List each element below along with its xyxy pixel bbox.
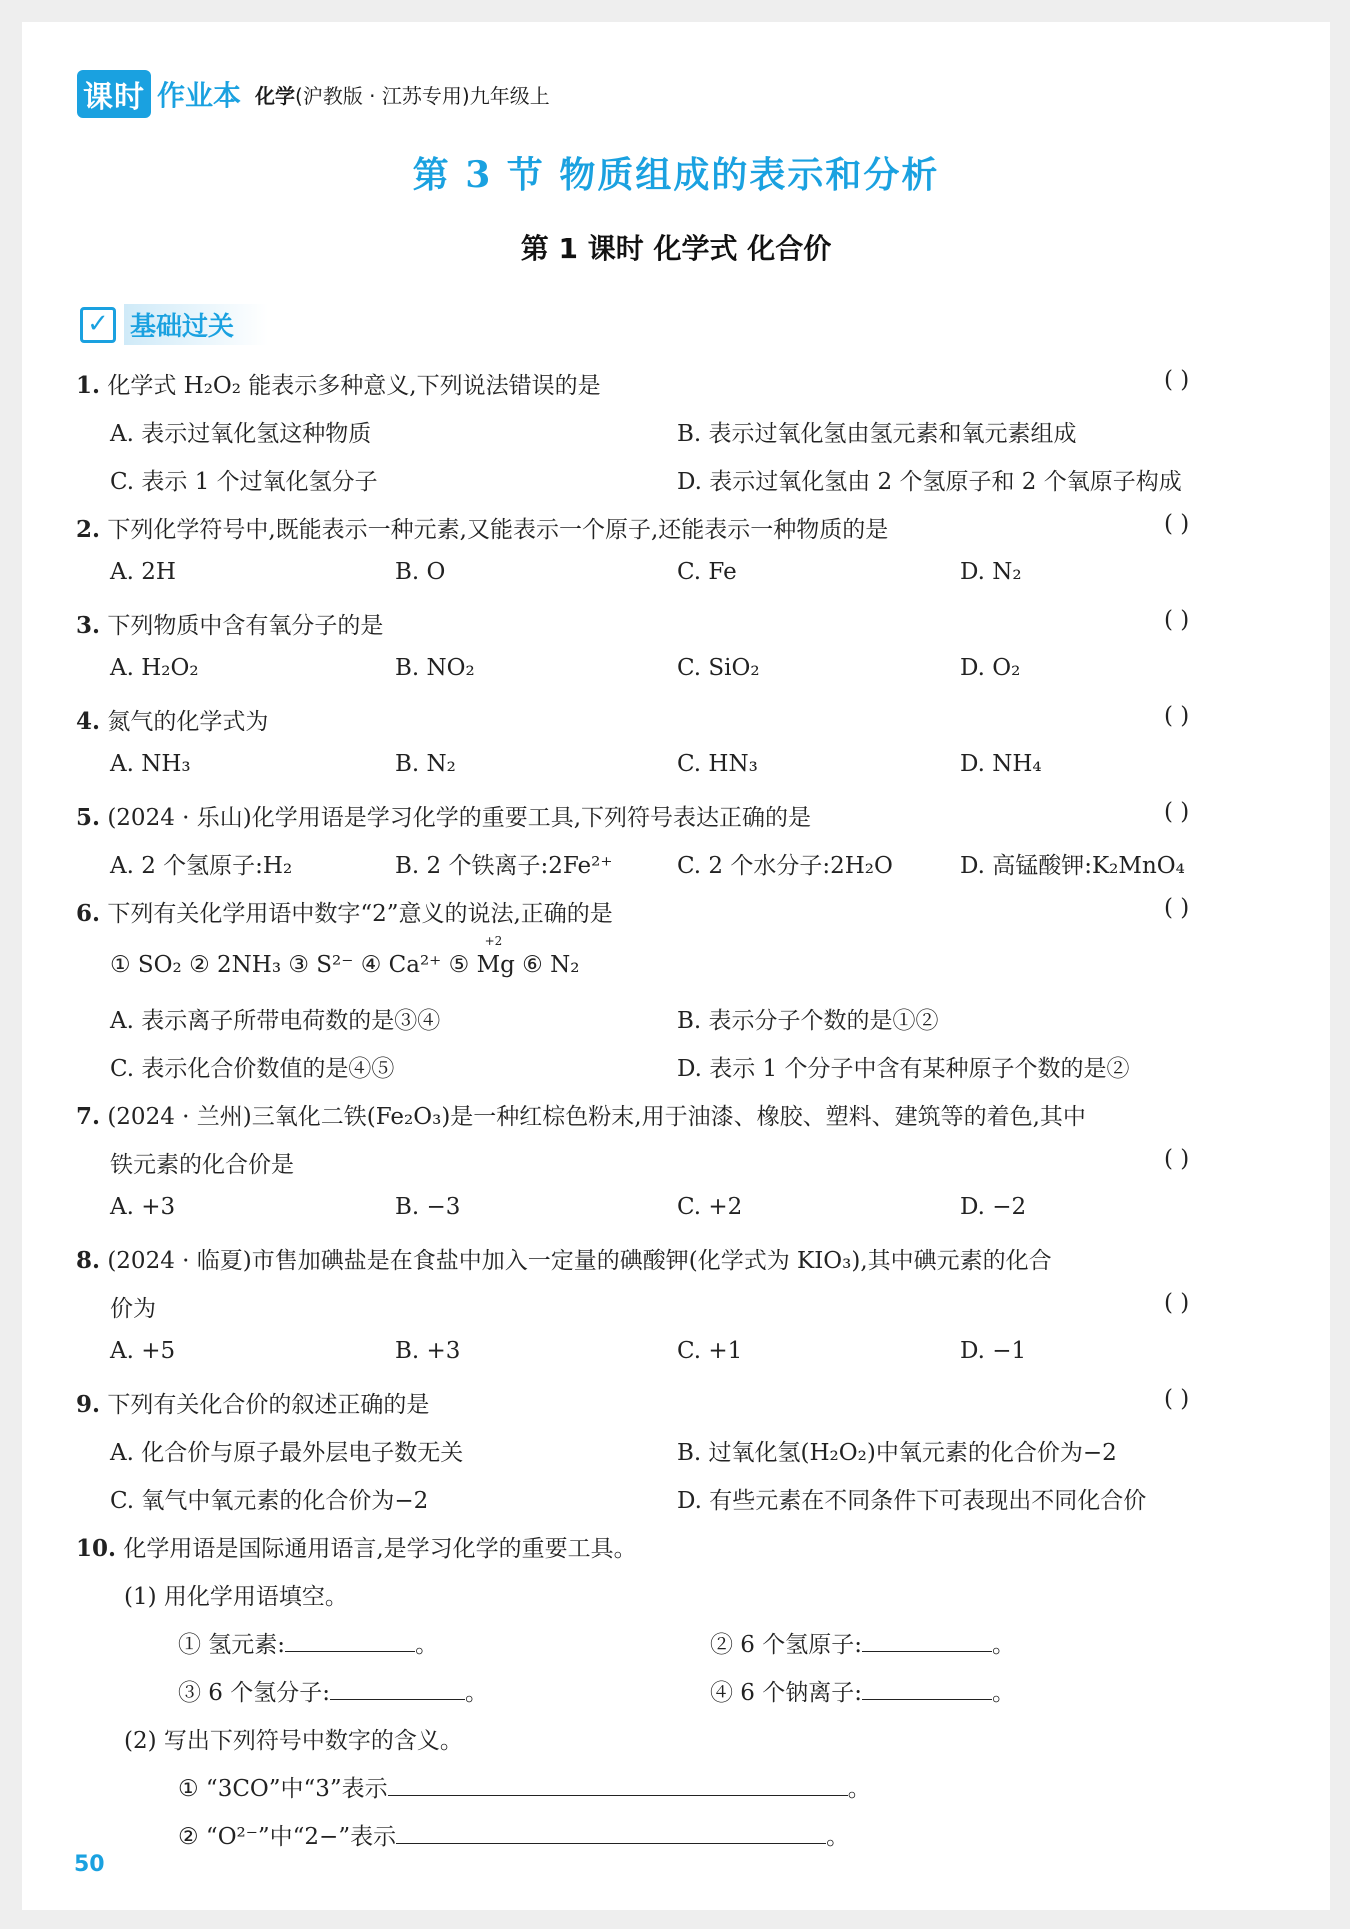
answer-parentheses[interactable]: ( ) <box>1164 799 1190 825</box>
option-c[interactable]: C. +1 <box>677 1338 743 1364</box>
fill-item <box>178 1770 871 1803</box>
question-number: 8. <box>76 1247 101 1274</box>
mg-with-valence <box>476 934 515 978</box>
option-a[interactable]: A. NH₃ <box>110 751 191 777</box>
question-9-stem <box>76 1386 429 1419</box>
answer-parentheses[interactable]: ( ) <box>1164 1290 1190 1316</box>
option-a[interactable]: A. 2H <box>110 559 176 585</box>
question-number: 3. <box>76 612 101 639</box>
book-header <box>77 70 550 118</box>
stem-text: 下列化学符号中,既能表示一种元素,又能表示一个原子,还能表示一种物质的是 <box>107 517 889 543</box>
option-c[interactable]: C. SiO₂ <box>677 655 760 681</box>
part-1-label: (1) 用化学用语填空。 <box>124 1584 348 1610</box>
section-title: 第 3 节 物质组成的表示和分析 <box>412 154 940 196</box>
fill-item <box>710 1674 1015 1707</box>
option-d[interactable]: D. N₂ <box>960 559 1022 585</box>
question-1-stem <box>76 367 601 400</box>
option-d[interactable]: D. 有些元素在不同条件下可表现出不同化合价 <box>677 1488 1147 1514</box>
option-d[interactable]: D. 表示 1 个分子中含有某种原子个数的是② <box>677 1056 1130 1082</box>
option-a[interactable]: A. +5 <box>110 1338 176 1364</box>
end-mark: 。 <box>826 1824 850 1850</box>
option-c[interactable]: C. HN₃ <box>677 751 758 777</box>
question-3-stem <box>76 607 383 640</box>
symbol-items-end: ⑥ N₂ <box>522 952 580 978</box>
section-badge <box>80 304 268 345</box>
fill-item-label: ① 氢元素: <box>178 1632 286 1658</box>
question-number: 4. <box>76 708 101 735</box>
answer-blank[interactable] <box>862 1631 992 1652</box>
answer-blank[interactable] <box>330 1679 465 1700</box>
check-box-icon: ✓ <box>80 307 116 343</box>
end-mark: 。 <box>415 1632 439 1658</box>
answer-blank[interactable] <box>862 1679 992 1700</box>
question-number: 1. <box>76 372 101 399</box>
option-c[interactable]: C. 表示化合价数值的是④⑤ <box>110 1056 395 1082</box>
part-2-label: (2) 写出下列符号中数字的含义。 <box>124 1728 463 1754</box>
symbol-list <box>110 934 580 978</box>
stem-text: 化学用语是国际通用语言,是学习化学的重要工具。 <box>123 1536 637 1562</box>
answer-parentheses[interactable]: ( ) <box>1164 895 1190 921</box>
question-number: 6. <box>76 900 101 927</box>
subject: 化学 <box>255 83 296 108</box>
option-d[interactable]: D. −1 <box>960 1338 1027 1364</box>
option-b[interactable]: B. 过氧化氢(H₂O₂)中氧元素的化合价为−2 <box>677 1440 1117 1466</box>
option-d[interactable]: D. NH₄ <box>960 751 1042 777</box>
option-b[interactable]: B. NO₂ <box>395 655 475 681</box>
question-8-stem <box>76 1242 1052 1275</box>
option-b[interactable]: B. 表示过氧化氢由氢元素和氧元素组成 <box>677 421 1077 447</box>
option-a[interactable]: A. 2 个氢原子:H₂ <box>110 853 293 879</box>
answer-blank[interactable] <box>396 1823 826 1844</box>
option-a[interactable]: A. 化合价与原子最外层电子数无关 <box>110 1440 464 1466</box>
option-b[interactable]: B. +3 <box>395 1338 461 1364</box>
option-c[interactable]: C. 表示 1 个过氧化氢分子 <box>110 469 378 495</box>
symbol-items: ① SO₂ ② 2NH₃ ③ S²⁻ ④ Ca²⁺ ⑤ <box>110 952 470 978</box>
option-a[interactable]: A. 表示离子所带电荷数的是③④ <box>110 1008 441 1034</box>
fill-item <box>178 1818 849 1851</box>
option-b[interactable]: B. N₂ <box>395 751 456 777</box>
answer-parentheses[interactable]: ( ) <box>1164 1386 1190 1412</box>
fill-item <box>178 1674 488 1707</box>
lesson-title: 第 1 课时 化学式 化合价 <box>520 232 832 265</box>
answer-parentheses[interactable]: ( ) <box>1164 703 1190 729</box>
option-b[interactable]: B. O <box>395 559 446 585</box>
stem-text: 氮气的化学式为 <box>107 709 269 735</box>
mg-symbol: Mg <box>476 952 515 978</box>
fill-item-label: ③ 6 个氢分子: <box>178 1680 331 1706</box>
option-a[interactable]: A. +3 <box>110 1194 176 1220</box>
option-b[interactable]: B. −3 <box>395 1194 461 1220</box>
option-c[interactable]: C. 氧气中氧元素的化合价为−2 <box>110 1488 429 1514</box>
answer-parentheses[interactable]: ( ) <box>1164 1146 1190 1172</box>
option-b[interactable]: B. 2 个铁离子:2Fe²⁺ <box>395 853 613 879</box>
stem-text: (2024 · 临夏)市售加碘盐是在食盐中加入一定量的碘酸钾(化学式为 KIO₃),其中碘元素的化合 <box>107 1248 1052 1274</box>
fill-item <box>710 1626 1015 1659</box>
question-7-stem <box>76 1098 1086 1131</box>
question-5-stem <box>76 799 811 832</box>
option-c[interactable]: C. +2 <box>677 1194 743 1220</box>
question-number: 7. <box>76 1103 101 1130</box>
option-c[interactable]: C. Fe <box>677 559 737 585</box>
question-number: 9. <box>76 1391 101 1418</box>
question-number: 5. <box>76 804 101 831</box>
page <box>22 22 1330 1910</box>
option-c[interactable]: C. 2 个水分子:2H₂O <box>677 853 893 879</box>
valence-mark: +2 <box>484 934 503 948</box>
page-number: 50 <box>74 1852 105 1877</box>
question-number: 2. <box>76 516 101 543</box>
question-10-stem <box>76 1530 637 1563</box>
fill-item <box>178 1626 438 1659</box>
answer-parentheses[interactable]: ( ) <box>1164 367 1190 393</box>
end-mark: 。 <box>992 1680 1016 1706</box>
end-mark: 。 <box>992 1632 1016 1658</box>
fill-item-label: ② “O²⁻”中“2−”表示 <box>178 1824 397 1850</box>
question-8-stem-cont: 价为 <box>110 1296 156 1322</box>
end-mark: 。 <box>465 1680 489 1706</box>
option-a[interactable]: A. 表示过氧化氢这种物质 <box>110 421 372 447</box>
question-2-stem <box>76 511 888 544</box>
option-b[interactable]: B. 表示分子个数的是①② <box>677 1008 939 1034</box>
question-6-stem <box>76 895 613 928</box>
option-d[interactable]: D. 高锰酸钾:K₂MnO₄ <box>960 853 1185 879</box>
option-a[interactable]: A. H₂O₂ <box>110 655 199 681</box>
fill-item-label: ④ 6 个钠离子: <box>710 1680 863 1706</box>
answer-blank[interactable] <box>285 1631 415 1652</box>
stem-text: (2024 · 乐山)化学用语是学习化学的重要工具,下列符号表达正确的是 <box>107 805 812 831</box>
answer-blank[interactable] <box>388 1775 848 1796</box>
stem-text: 化学式 H₂O₂ 能表示多种意义,下列说法错误的是 <box>107 373 601 399</box>
book-name: 作业本 <box>157 79 242 112</box>
fill-item-label: ① “3CO”中“3”表示 <box>178 1776 388 1802</box>
answer-parentheses[interactable]: ( ) <box>1164 607 1190 633</box>
option-d[interactable]: D. O₂ <box>960 655 1021 681</box>
end-mark: 。 <box>847 1776 871 1802</box>
book-subtitle <box>255 80 550 109</box>
option-d[interactable]: D. −2 <box>960 1194 1027 1220</box>
stem-text: 下列有关化学用语中数字“2”意义的说法,正确的是 <box>107 901 613 927</box>
question-4-stem <box>76 703 268 736</box>
edition: (沪教版 · 江苏专用)九年级上 <box>295 83 550 108</box>
book-logo: 课时 <box>77 70 151 118</box>
stem-text: 下列物质中含有氧分子的是 <box>107 613 384 639</box>
fill-item-label: ② 6 个氢原子: <box>710 1632 863 1658</box>
stem-text: 下列有关化合价的叙述正确的是 <box>107 1392 430 1418</box>
stem-text: (2024 · 兰州)三氧化二铁(Fe₂O₃)是一种红棕色粉末,用于油漆、橡胶、塑料、建筑等的着色,其中 <box>107 1104 1086 1130</box>
option-d[interactable]: D. 表示过氧化氢由 2 个氢原子和 2 个氧原子构成 <box>677 469 1182 495</box>
question-7-stem-cont: 铁元素的化合价是 <box>110 1152 294 1178</box>
answer-parentheses[interactable]: ( ) <box>1164 511 1190 537</box>
badge-label: 基础过关 <box>124 304 268 345</box>
question-number: 10. <box>76 1535 117 1562</box>
